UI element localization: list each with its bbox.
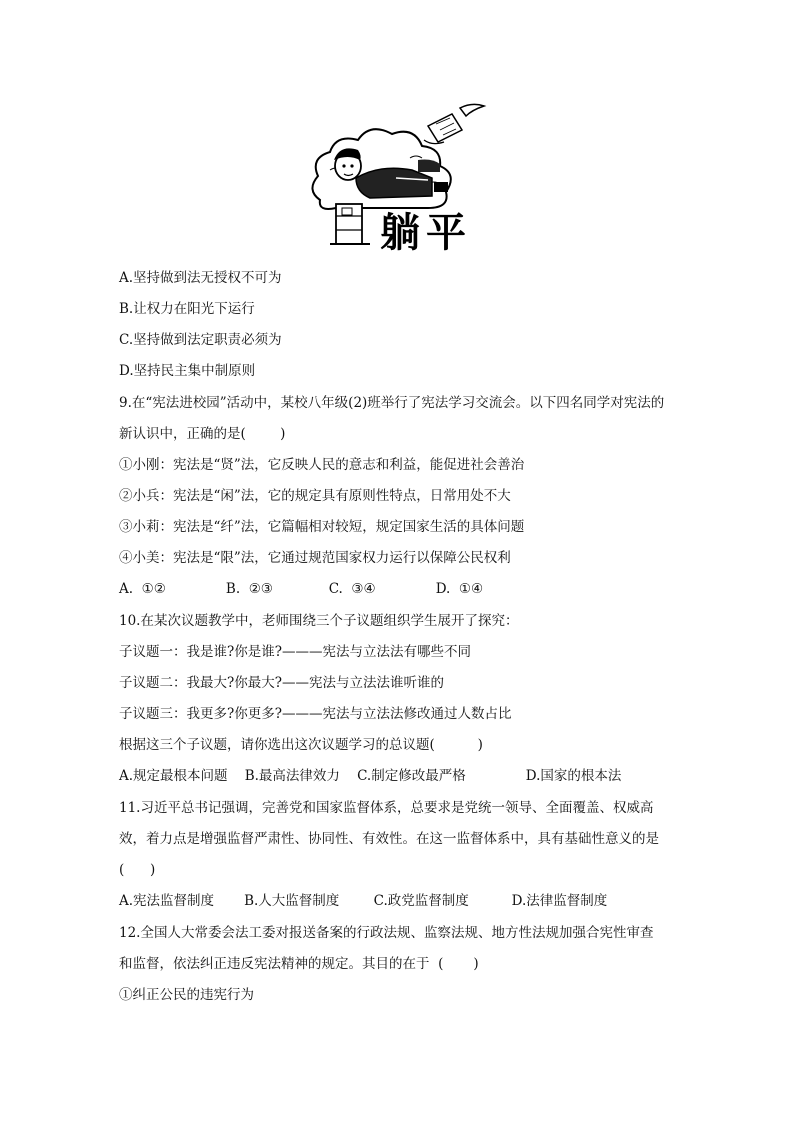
question-10-sub-2: 子议题二：我最大?你最大?——宪法与立法法谁听谁的 — [119, 675, 444, 691]
question-10-sub-1: 子议题一：我是谁?你是谁?———宪法与立法法有哪些不同 — [119, 644, 471, 660]
flying-document-icon — [424, 104, 484, 143]
question-11-blank: ( ) — [119, 862, 156, 878]
option-a-line: A.坚持做到法无授权不可为 — [119, 270, 282, 286]
question-9-item-4: ④小美：宪法是“限”法，它通过规范国家权力运行以保障公民权利 — [119, 550, 511, 566]
option-d-line: D.坚持民主集中制原则 — [119, 363, 256, 379]
question-12-stem-cont: 和监督，依法纠正违反宪法精神的规定。其目的在于 ( ) — [119, 956, 479, 972]
question-9-item-3: ③小莉：宪法是“纤”法，它篇幅相对较短，规定国家生活的具体问题 — [119, 519, 525, 535]
question-11-stem-cont: 效，着力点是增强监督严肃性、协同性、有效性。在这一监督体系中，具有基础性意义的是 — [119, 831, 659, 847]
lying-flat-cartoon — [300, 100, 490, 260]
question-9-options: A. ①② B. ②③ C. ③④ D. ①④ — [119, 581, 484, 597]
question-10-sub-3: 子议题三：我更多?你更多?———宪法与立法法修改通过人数占比 — [119, 706, 512, 722]
question-9-item-2: ②小兵：宪法是“闲”法，它的规定具有原则性特点，日常用处不大 — [119, 488, 511, 504]
question-9-stem-cont: 新认识中，正确的是( ) — [119, 426, 286, 442]
cartoon-caption: 躺平 — [380, 210, 472, 256]
question-11-stem: 11.习近平总书记强调，完善党和国家监督体系，总要求是党统一领导、全面覆盖、权威高 — [119, 800, 654, 816]
question-12-item-1: ①纠正公民的违宪行为 — [119, 987, 254, 1003]
option-b-line: B.让权力在阳光下运行 — [119, 301, 255, 317]
question-9-stem: 9.在“宪法进校园”活动中，某校八年级(2)班举行了宪法学习交流会。以下四名同学对宪法的 — [119, 395, 665, 411]
question-11-options: A.宪法监督制度 B.人大监督制度 C.政党监督制度 D.法律监督制度 — [119, 893, 608, 909]
question-9-item-1: ①小刚：宪法是“贤”法，它反映人民的意志和利益，能促进社会善治 — [119, 457, 525, 473]
pedestal-icon — [330, 204, 370, 244]
question-10-options: A.规定最根本问题 B.最高法律效力 C.制定修改最严格 D.国家的根本法 — [119, 768, 622, 784]
question-10-prompt: 根据这三个子议题，请你选出这次议题学习的总议题( ) — [119, 737, 483, 753]
option-c-line: C.坚持做到法定职责必须为 — [119, 332, 282, 348]
question-10-stem: 10.在某次议题教学中，老师围绕三个子议题组织学生展开了探究： — [119, 613, 519, 629]
question-12-stem: 12.全国人大常委会法工委对报送备案的行政法规、监察法规、地方性法规加强合宪性审查 — [119, 925, 654, 941]
